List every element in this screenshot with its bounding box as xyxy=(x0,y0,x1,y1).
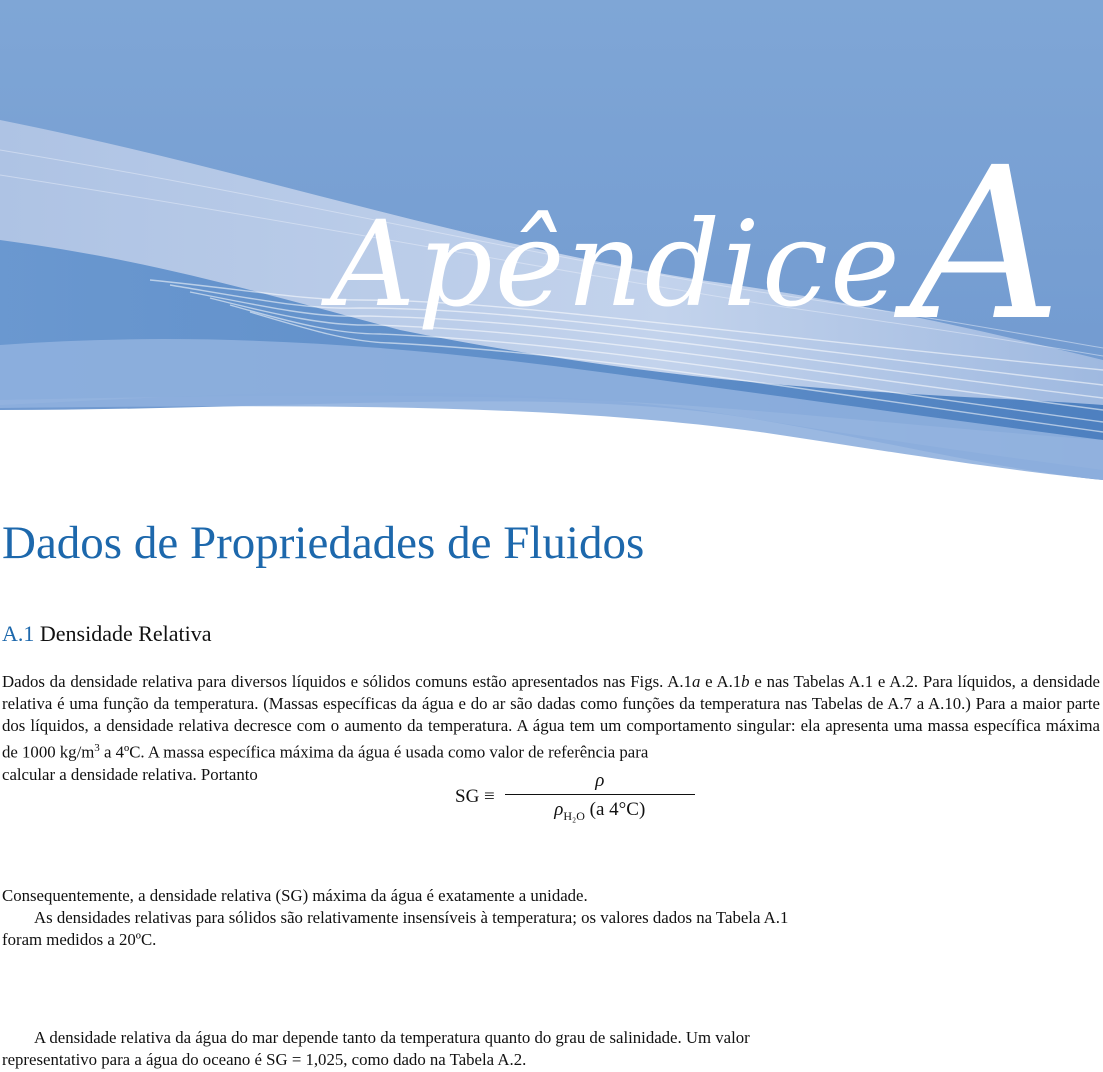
paragraph-1 xyxy=(2,671,1100,786)
paragraph-1-text-a: Dados da densidade relativa para diversos líquidos e sólidos comuns estão apresentados nas Figs. A.1 xyxy=(2,672,692,691)
paragraph-2: Consequentemente, a densidade relativa (SG) máxima da água é exatamente a unidade. xyxy=(2,886,588,905)
paragraph-4 xyxy=(2,1027,1100,1071)
paragraph-4-text-b: representativo para a água do oceano é SG = 1,025, como dado na Tabela A.2. xyxy=(2,1050,527,1070)
appendix-title xyxy=(330,122,1064,367)
appendix-banner xyxy=(0,0,1103,490)
section-title: Densidade Relativa xyxy=(39,621,212,646)
formula-fraction xyxy=(505,770,695,824)
paragraph-3-text-a: As densidades relativas para sólidos são relativamente insensíveis à temperatura; os valores dados na Tabela A.1 xyxy=(34,908,789,927)
paragraph-1-text-e: calcular a densidade relativa. Portanto xyxy=(2,764,258,784)
paragraph-1-text-b: e A.1 xyxy=(700,672,742,691)
formula-lhs: SG ≡ xyxy=(455,785,495,807)
fig-b-label: b xyxy=(741,672,750,691)
formula-numerator: ρ xyxy=(595,770,605,791)
cubic-superscript: 3 xyxy=(94,742,100,755)
section-number: A.1 xyxy=(2,621,35,646)
paragraph-3-text-b: foram medidos a 20ºC. xyxy=(2,930,157,950)
paragraph-1-text-d: a 4ºC. A massa específica máxima da água é usada como valor de referência para xyxy=(99,742,649,762)
paragraph-4-text-a: A densidade relativa da água do mar depende tanto da temperatura quanto do grau de salinidade. Um valor xyxy=(34,1028,750,1047)
paragraph-1-text-c: e nas Tabelas A.1 e A.2. Para líquidos, a densidade relativa é uma função da temperatura. (Massas específicas da água e do ar são dadas como funções da temperatura nas Tabelas de A.7 a A.10.) Para a maior parte dos líquidos, a densidade relativa decresce com o aumento da temperatura. A água tem um comportamento singular: ela apresenta uma massa específica máxima de 1000 kg/m xyxy=(2,672,1100,762)
appendix-word: Apêndice xyxy=(330,195,902,333)
rho-symbol: ρ xyxy=(554,799,564,820)
fig-a-label: a xyxy=(691,672,701,691)
formula-denominator xyxy=(554,795,645,824)
paragraph-3 xyxy=(2,907,1100,951)
chapter-title: Dados de Propriedades de Fluidos xyxy=(2,517,645,569)
section-heading xyxy=(2,621,212,647)
appendix-letter: A xyxy=(909,122,1064,367)
specific-gravity-formula xyxy=(455,770,695,824)
water-subscript: H₂O xyxy=(563,808,585,823)
reference-temperature: (a 4°C) xyxy=(584,799,646,820)
